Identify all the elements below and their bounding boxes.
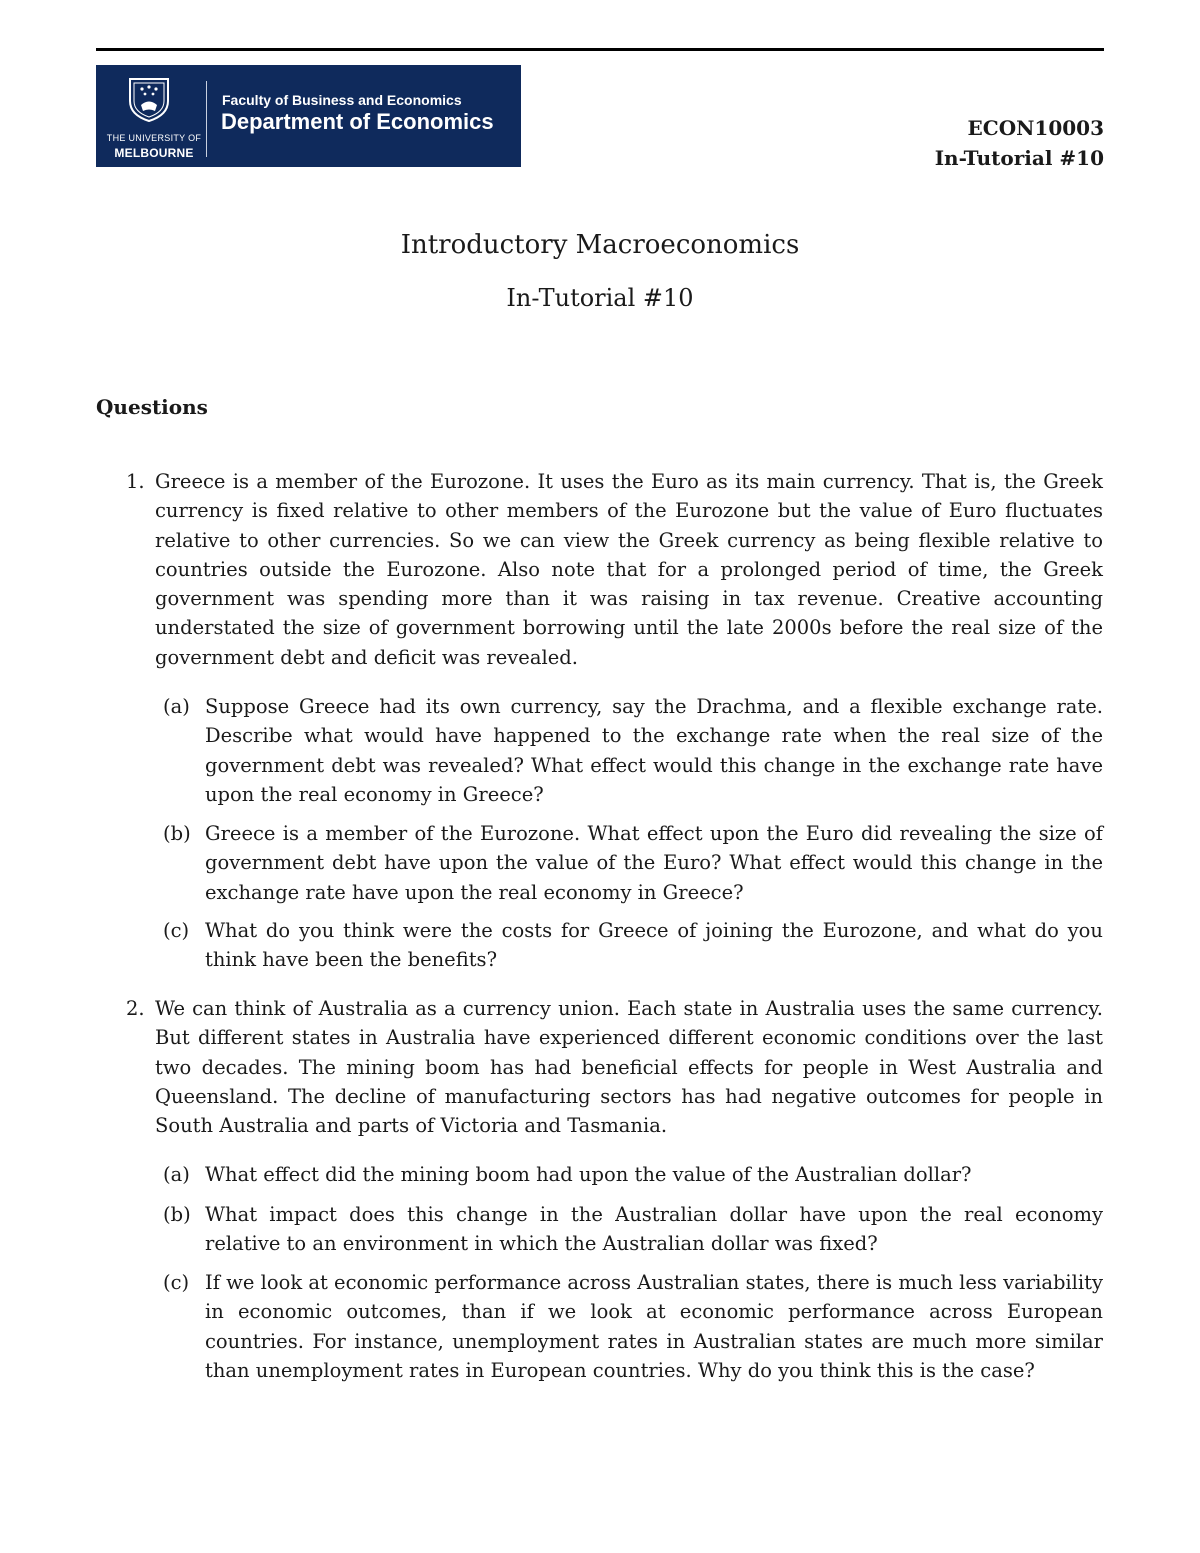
document-subtitle: In-Tutorial #10 (506, 284, 694, 312)
part-label: (c) (163, 919, 190, 942)
question-2 (126, 994, 1103, 1140)
part-label: (a) (163, 695, 190, 718)
part-text: Suppose Greece had its own currency, say the Drachma, and a flexible exchange rate. Describe what would have happened to the exchange rate when the real size of the government debt was revealed? What effect would this change in the exchange rate have upon the real economy in Greece? (205, 695, 1103, 806)
top-rule (96, 48, 1104, 51)
question-1 (126, 467, 1103, 672)
course-code: ECON10003 (967, 116, 1104, 140)
question-1-part-c (163, 916, 1103, 975)
question-1-part-a (163, 692, 1103, 809)
part-text: If we look at economic performance across Australian states, there is much less variability in economic outcomes, than if we look at economic performance across European countries. For instance, unemployment rates in Australian states are much more similar than unemployment rates in European countries. Why do you think this is the case? (205, 1271, 1103, 1382)
university-logo (96, 65, 521, 167)
department-name: Department of Economics (221, 109, 494, 134)
question-text: We can think of Australia as a currency union. Each state in Australia uses the same currency. But different states in Australia have experienced different economic conditions over the last two decades. The mining boom has had beneficial effects for people in West Australia and Queensland. The decline of manufacturing sectors has had negative outcomes for people in South Australia and parts of Victoria and Tasmania. (155, 997, 1103, 1138)
part-label: (a) (163, 1163, 190, 1186)
question-1-part-b (163, 819, 1103, 907)
question-text: Greece is a member of the Eurozone. It uses the Euro as its main currency. That is, the Greek currency is fixed relative to other members of the Eurozone but the value of Euro fluctuates relative to other currencies. So we can view the Greek currency as being flexible relative to countries outside the Eurozone. Also note that for a prolonged period of time, the Greek government was spending more than it was raising in tax revenue. Creative accounting understated the size of government borrowing until the late 2000s before the real size of the government debt and deficit was revealed. (155, 470, 1103, 669)
question-number: 2. (126, 997, 145, 1020)
part-text: What do you think were the costs for Greece of joining the Eurozone, and what do you think have been the benefits? (205, 919, 1103, 972)
document-title: Introductory Macroeconomics (400, 230, 800, 260)
question-number: 1. (126, 470, 145, 493)
part-label: (b) (163, 1203, 191, 1226)
part-text: Greece is a member of the Eurozone. What effect upon the Euro did revealing the size of government debt have upon the value of the Euro? What effect would this change in the exchange rate have upon the real economy in Greece? (205, 822, 1103, 904)
part-text: What effect did the mining boom had upon the value of the Australian dollar? (205, 1163, 972, 1186)
tutorial-label: In-Tutorial #10 (934, 146, 1104, 170)
part-label: (b) (163, 822, 191, 845)
question-2-part-a (163, 1160, 1103, 1189)
part-label: (c) (163, 1271, 190, 1294)
part-text: What impact does this change in the Australian dollar have upon the real economy relative to an environment in which the Australian dollar was fixed? (205, 1203, 1103, 1256)
university-crest-icon (124, 75, 174, 123)
university-name-line1: THE UNIVERSITY OF (106, 133, 202, 143)
university-name-line2: MELBOURNE (114, 146, 194, 160)
faculty-name: Faculty of Business and Economics (222, 92, 462, 108)
section-heading: Questions (96, 395, 208, 419)
question-2-part-c (163, 1268, 1103, 1385)
logo-divider (206, 81, 207, 157)
question-2-part-b (163, 1200, 1103, 1259)
